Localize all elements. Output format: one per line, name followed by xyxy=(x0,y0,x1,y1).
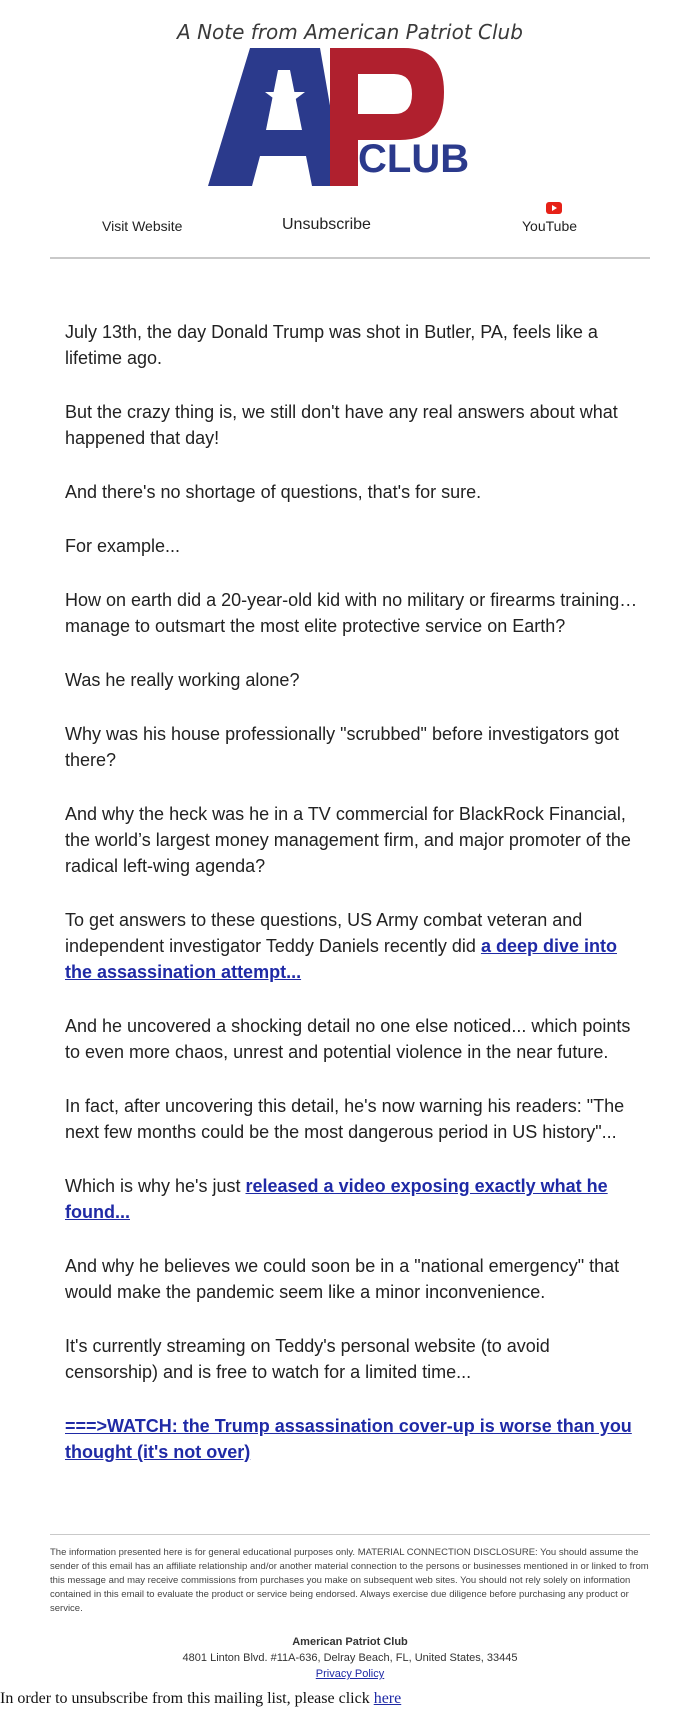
cta-paragraph xyxy=(65,1413,645,1465)
body-paragraph: And there's no shortage of questions, that's for sure. xyxy=(65,482,482,502)
body-text: Which is why he's just xyxy=(65,1176,246,1196)
body-paragraph: In fact, after uncovering this detail, he's now warning his readers: "The next few months could be the most dangerous period in US history"... xyxy=(65,1096,625,1142)
body-text: To get answers to these questions, US Army combat veteran and independent investigator Teddy Daniels recently did xyxy=(65,910,583,956)
body-paragraph: It's currently streaming on Teddy's personal website (to avoid censorship) and is free to watch for a limited time... xyxy=(65,1336,550,1382)
footer-org-name: American Patriot Club xyxy=(292,1636,408,1648)
deep-dive-link[interactable]: a deep dive into the assassination attempt... xyxy=(65,936,617,982)
unsubscribe-text: In order to unsubscribe from this mailing list, please click xyxy=(0,1690,374,1707)
visit-website-link[interactable]: Visit Website xyxy=(102,218,183,234)
body-paragraph: And he uncovered a shocking detail no one else noticed... which points to even more chaos, unrest and potential violence in the near future. xyxy=(65,1016,631,1062)
unsubscribe-here-link[interactable]: here xyxy=(373,1690,402,1707)
body-paragraph: Was he really working alone? xyxy=(65,670,300,690)
privacy-policy-link[interactable]: Privacy Policy xyxy=(315,1668,385,1680)
header-divider xyxy=(50,257,650,259)
video-link[interactable]: released a video exposing exactly what he found... xyxy=(65,1176,608,1222)
watch-cta-link[interactable]: ===>WATCH: the Trump assassination cover-up is worse than you thought (it's not over) xyxy=(65,1416,632,1462)
body-paragraph: July 13th, the day Donald Trump was shot in Butler, PA, feels like a lifetime ago. xyxy=(65,322,598,368)
header-nav xyxy=(50,210,650,250)
footer-address: 4801 Linton Blvd. #11A-636, Delray Beach, FL, United States, 33445 xyxy=(182,1652,518,1664)
disclaimer-text: The information presented here is for general educational purposes only. MATERIAL CONNECTION DISCLOSURE: You should assume the sender of this email has an affiliate relationship and/or another material connection to the persons or businesses mentioned in or linked to from this message and may receive commissions from purchases you make on subsequent web sites. You should not rely solely on information contained in this email to evaluate the product or service being endorsed. Always exercise due diligence before purchasing any product or service. xyxy=(50,1547,649,1614)
ap-club-logo[interactable] xyxy=(208,48,498,188)
unsubscribe-line xyxy=(0,1690,401,1708)
email-body xyxy=(65,319,645,1493)
body-paragraph: And why the heck was he in a TV commercial for BlackRock Financial, the world’s largest money management firm, and major promoter of the radical left-wing agenda? xyxy=(65,804,631,876)
body-paragraph xyxy=(65,907,645,985)
body-paragraph xyxy=(65,1173,645,1225)
body-paragraph: Why was his house professionally "scrubbed" before investigators got there? xyxy=(65,724,620,770)
youtube-link[interactable]: YouTube xyxy=(522,218,578,234)
body-paragraph: But the crazy thing is, we still don't have any real answers about what happened that day! xyxy=(65,402,618,448)
body-paragraph: And why he believes we could soon be in a "national emergency" that would make the pandemic seem like a minor inconvenience. xyxy=(65,1256,620,1302)
footer-divider xyxy=(50,1534,650,1535)
youtube-icon[interactable] xyxy=(546,202,562,214)
body-paragraph: For example... xyxy=(65,536,181,556)
unsubscribe-link[interactable]: Unsubscribe xyxy=(282,216,371,233)
footer-privacy xyxy=(0,1668,700,1680)
note-title: A Note from American Patriot Club xyxy=(177,20,523,44)
logo-club-text: CLUB xyxy=(358,137,470,181)
body-paragraph: How on earth did a 20-year-old kid with no military or firearms training… manage to outsmart the most elite protective service on Earth? xyxy=(65,590,638,636)
